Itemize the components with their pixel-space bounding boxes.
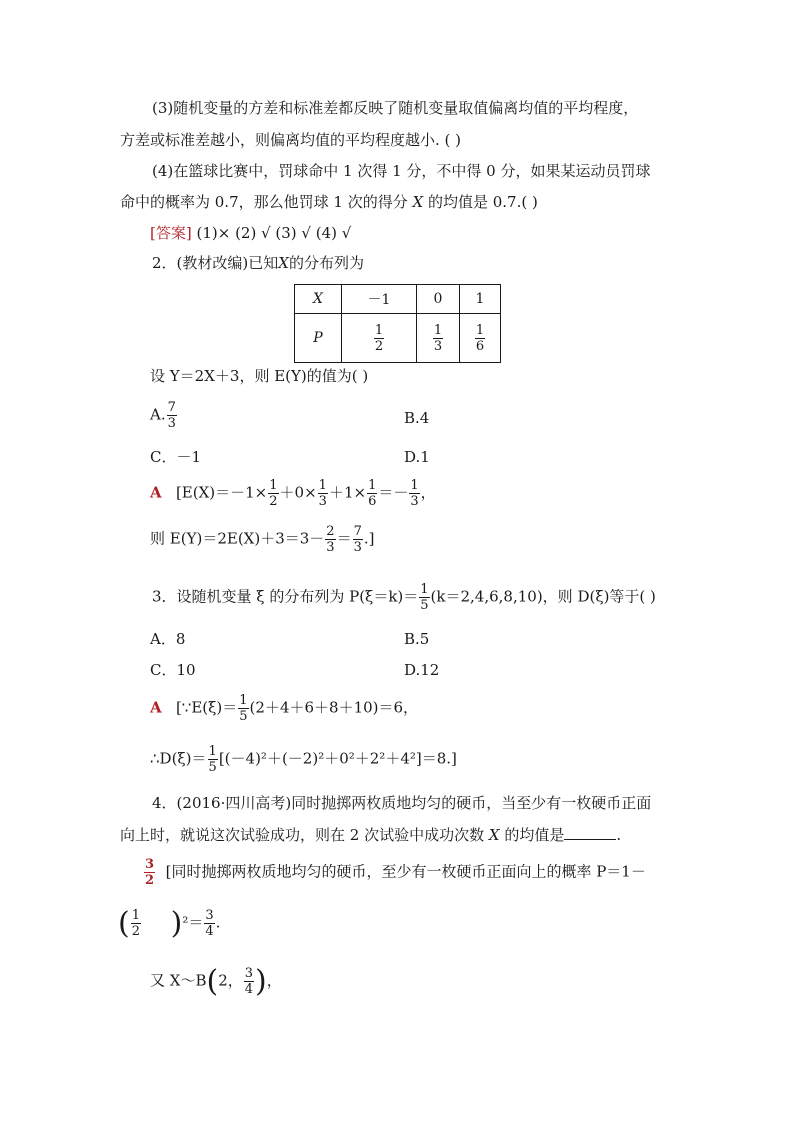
q2-given: 设 Y＝2X＋3，则 E(Y)的值为( ): [150, 367, 369, 385]
q3-solution-line2: ∴D(ξ)＝ $\frac{1}{5}$ [(－4)²＋(－2)²＋0²＋2²＋4²]＝8.]: [150, 744, 457, 775]
q4-answer-fraction: $\frac{3}{2}$: [145, 857, 155, 888]
q4-stem-line2: 向上时，就说这次试验成功，则在 2 次试验中成功次数 X 的均值是 .: [120, 826, 622, 844]
q2-solution-line1: A [E(X)＝－1× $\frac{1}{2}$ ＋0× $\frac{1}{3}$ ＋1× $\frac{1}{6}$ ＝－ $\frac{1}{3}$ ，: [150, 478, 436, 509]
q3-option-d: D.12: [404, 661, 440, 679]
answer-letter: A: [150, 483, 162, 502]
q1-item3-line2: 方差或标准差越小，则偏离均值的平均程度越小. ( ): [120, 131, 462, 149]
q2-option-c: C．－1: [150, 448, 202, 466]
q3-solution-line1: A [∵E(ξ)＝ $\frac{1}{5}$ (2＋4＋6＋8＋10)＝6，: [150, 693, 419, 724]
table-x-value: －1: [342, 285, 417, 314]
q4-solution-line2: ( $\frac{1}{2}$ )²＝ $\frac{3}{4}$ .: [118, 905, 221, 941]
q2-option-b: B.4: [404, 409, 430, 427]
table-x-value: 1: [460, 285, 501, 314]
table-header-x: X: [295, 285, 342, 314]
q1-item4-line2: 命中的概率为 0.7，那么他罚球 1 次的得分 X 的均值是 0.7.( ): [120, 193, 538, 211]
q1-answer: [答案] (1)× (2) √ (3) √ (4) √: [150, 224, 352, 242]
q2-stem: 2．(教材改编)已知X的分布列为: [152, 254, 364, 272]
table-p-value: $\frac{1}{6}$: [460, 314, 501, 363]
q3-option-c: C．10: [150, 661, 196, 679]
answer-tag: [答案]: [150, 224, 192, 242]
q1-item4-line1: (4)在篮球比赛中，罚球命中 1 次得 1 分，不中得 0 分，如果某运动员罚球: [152, 162, 651, 180]
q4-solution-line3: 又 X～B(2， $\frac{3}{4}$ )，: [150, 963, 282, 999]
q3-stem: 3．设随机变量 ξ 的分布列为 P(ξ＝k)＝ $\frac{1}{5}$ (k＝2,4,6,8,10)，则 D(ξ)等于( ): [152, 582, 656, 613]
q3-option-b: B.5: [404, 630, 430, 648]
q3-option-a: A．8: [150, 630, 186, 648]
answer-letter: A: [150, 698, 162, 717]
q2-option-a: A. $\frac{7}{3}$: [150, 400, 176, 431]
q2-option-d: D.1: [404, 448, 430, 466]
table-p-value: $\frac{1}{3}$: [417, 314, 460, 363]
q2-solution-line2: 则 E(Y)＝2E(X)＋3＝3－ $\frac{2}{3}$ ＝ $\frac{7}{3}$ .]: [150, 524, 375, 555]
table-p-value: $\frac{1}{2}$: [342, 314, 417, 363]
table-header-p: P: [295, 314, 342, 363]
answer-blank: [564, 825, 616, 840]
q1-item3-line1: (3)随机变量的方差和标准差都反映了随机变量取值偏离均值的平均程度，: [152, 99, 639, 117]
q4-stem-line1: 4．(2016·四川高考)同时抛掷两枚质地均匀的硬币，当至少有一枚硬币正面: [152, 794, 652, 812]
q4-solution-line1: $\frac{3}{2}$ [同时抛掷两枚质地均匀的硬币，至少有一枚硬币正面向上的概率 P＝1－: [145, 857, 646, 888]
distribution-table: [294, 284, 501, 363]
table-x-value: 0: [417, 285, 460, 314]
